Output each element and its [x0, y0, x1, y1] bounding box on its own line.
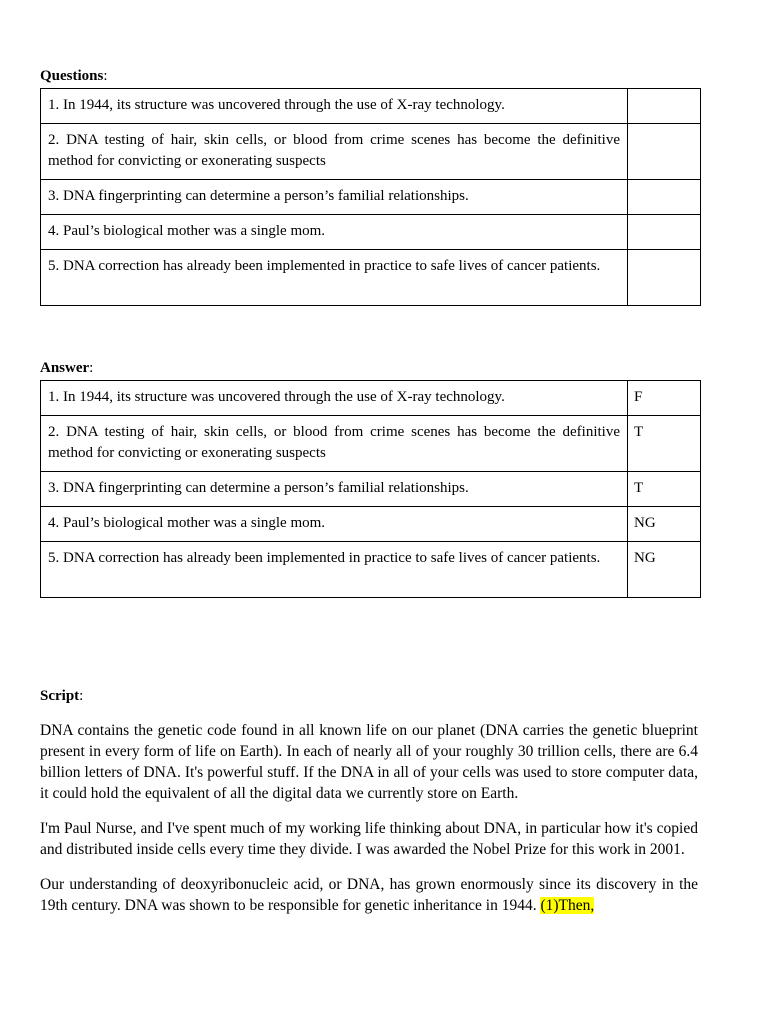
table-row	[41, 507, 701, 542]
table-row	[41, 472, 701, 507]
answer-value: T	[628, 472, 701, 507]
question-statement: 1. In 1944, its structure was uncovered through the use of X-ray technology.	[41, 89, 628, 124]
answer-statement: 2. DNA testing of hair, skin cells, or blood from crime scenes has become the definitive method for convicting or exonerating suspects	[41, 416, 628, 472]
questions-table	[40, 88, 701, 306]
answer-value: NG	[628, 507, 701, 542]
answer-statement: 4. Paul’s biological mother was a single mom.	[41, 507, 628, 542]
script-heading: Script:	[40, 688, 84, 704]
answer-value: T	[628, 416, 701, 472]
script-paragraph: DNA contains the genetic code found in all known life on our planet (DNA carries the genetic blueprint present in every form of life on Earth). In each of nearly all of your roughly 30 trillion cells, there are 6.4 billion letters of DNA. It's powerful stuff. If the DNA in all of your cells was used to store computer data, it could hold the equivalent of all the digital data we currently store on Earth.	[40, 722, 698, 802]
highlighted-answer-marker: (1)Then,	[540, 897, 595, 914]
table-row	[41, 542, 701, 598]
table-row	[41, 89, 701, 124]
answer-value: NG	[628, 542, 701, 598]
blank-answer-cell	[628, 250, 701, 306]
answer-statement: 3. DNA fingerprinting can determine a person’s familial relationships.	[41, 472, 628, 507]
answer-statement: 5. DNA correction has already been implemented in practice to safe lives of cancer patients.	[41, 542, 628, 598]
question-statement: 5. DNA correction has already been implemented in practice to safe lives of cancer patients.	[41, 250, 628, 306]
answer-value: F	[628, 381, 701, 416]
questions-heading: Questions:	[40, 68, 108, 84]
blank-answer-cell	[628, 89, 701, 124]
table-row	[41, 215, 701, 250]
script-paragraph: I'm Paul Nurse, and I've spent much of my working life thinking about DNA, in particular how it's copied and distributed inside cells every time they divide. I was awarded the Nobel Prize for this work in 2001.	[40, 820, 698, 858]
table-row	[41, 381, 701, 416]
question-statement: 3. DNA fingerprinting can determine a person’s familial relationships.	[41, 180, 628, 215]
answer-heading: Answer:	[40, 360, 94, 376]
blank-answer-cell	[628, 124, 701, 180]
question-statement: 2. DNA testing of hair, skin cells, or blood from crime scenes has become the definitive method for convicting or exonerating suspects	[41, 124, 628, 180]
script-paragraph	[40, 874, 698, 916]
table-row	[41, 250, 701, 306]
answer-statement: 1. In 1944, its structure was uncovered through the use of X-ray technology.	[41, 381, 628, 416]
table-row	[41, 124, 701, 180]
blank-answer-cell	[628, 215, 701, 250]
script-paragraph-text: Our understanding of deoxyribonucleic acid, or DNA, has grown enormously since its discovery in the 19th century. DNA was shown to be responsible for genetic inheritance in 1944.	[40, 876, 698, 914]
answer-table	[40, 380, 701, 598]
question-statement: 4. Paul’s biological mother was a single mom.	[41, 215, 628, 250]
script-body	[40, 720, 698, 930]
table-row	[41, 180, 701, 215]
table-row	[41, 416, 701, 472]
blank-answer-cell	[628, 180, 701, 215]
